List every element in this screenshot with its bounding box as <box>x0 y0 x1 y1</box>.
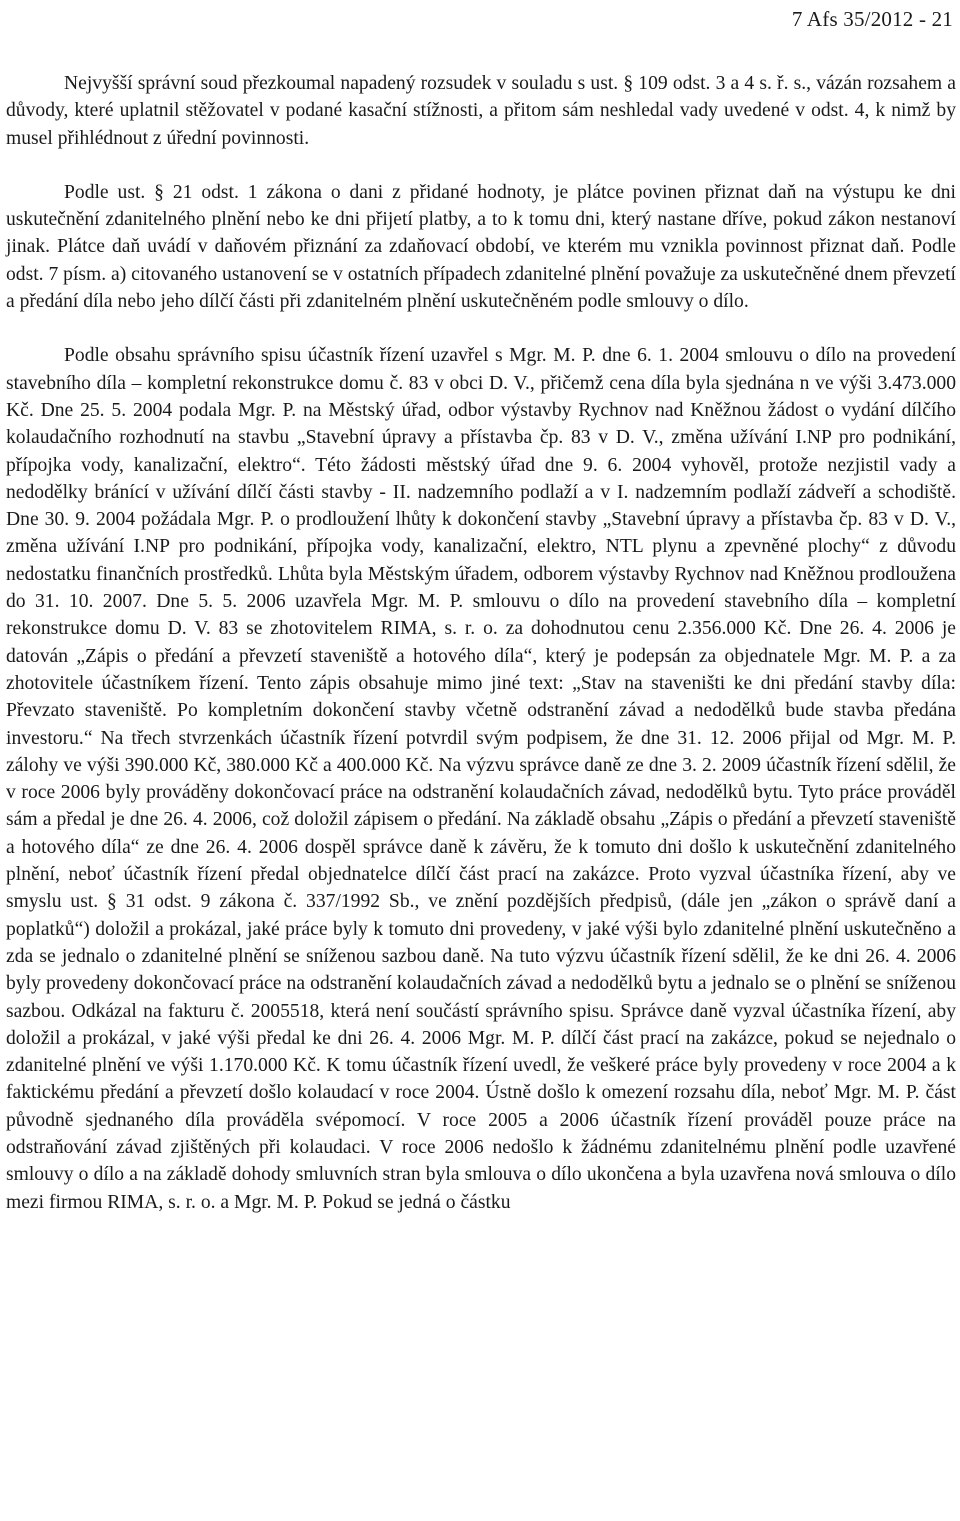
paragraph-case-facts: Podle obsahu správního spisu účastník řízení uzavřel s Mgr. M. P. dne 6. 1. 2004 smlouvu o dílo na provedení stavebního díla – kompletní rekonstrukce domu č. 83 v obci D. V., přičemž cena díla byla sjednána n ve výši 3.473.000 Kč. Dne 25. 5. 2004 podala Mgr. P. na Městský úřad, odbor výstavby Rychnov nad Kněžnou žádost o vydání dílčího kolaudačního rozhodnutí na stavbu „Stavební úpravy a přístavba čp. 83 v D. V., změna užívání I.NP pro podnikání, přípojka vody, kanalizační, elektro“. Této žádosti městský úřad dne 9. 6. 2004 vyhověl, protože nezjistil vady a nedodělky bránící v užívání dílčí části stavby - II. nadzemního podlaží a v I. nadzemním podlaží zádveří a schodiště. Dne 30. 9. 2004 požádala Mgr. P. o prodloužení lhůty k dokončení stavby „Stavební úpravy a přístavba čp. 83 v D. V., změna užívání I.NP pro podnikání, přípojka vody, kanalizační, elektro, NTL plynu a zpevněné plochy“ z důvodu nedostatku finančních prostředků. Lhůta byla Městským úřadem, odborem výstavby Rychnov nad Kněžnou prodloužena do 31. 10. 2007. Dne 5. 5. 2006 uzavřela Mgr. M. P. smlouvu o dílo na provedení stavebního díla – kompletní rekonstrukce domu D. V. 83 se zhotovitelem RIMA, s. r. o. za dohodnutou cenu 2.356.000 Kč. Dne 26. 4. 2006 je datován „Zápis o předání a převzetí staveniště a hotového díla“, který je podepsán za objednatele Mgr. M. P. a za zhotovitele účastníkem řízení. Tento zápis obsahuje mimo jiné text: „Stav na staveništi ke dni předání stavby díla: Převzato staveniště. Po kompletním dokončení stavby včetně odstranění závad a nedodělků bude stavba předána investoru.“ Na třech stvrzenkách účastník řízení potvrdil svým podpisem, že dne 31. 12. 2006 přijal od Mgr. M. P. zálohy ve výši 390.000 Kč, 380.000 Kč a 400.000 Kč. Na výzvu správce daně ze dne 3. 2. 2009 účastník řízení sdělil, že v roce 2006 byly prováděny dokončovací práce na odstranění kolaudačních závad, nedodělků bytu. Tyto práce prováděl sám a předal je dne 26. 4. 2006, což doložil zápisem o předání. Na základě obsahu „Zápis o předání a převzetí staveniště a hotového díla“ ze dne 26. 4. 2006 dospěl správce daně k závěru, že k tomuto dni došlo k uskutečnění zdanitelného plnění, neboť účastník řízení předal objednatelce dílčí část prací na zakázce. Proto vyzval účastníka řízení, aby ve smyslu ust. § 31 odst. 9 zákona č. 337/1992 Sb., ve znění pozdějších předpisů, (dále jen „zákon o správě daní a poplatků“) doložil a prokázal, jaké práce byly k tomuto dni provedeny, v jaké výši bylo zdanitelné plnění uskutečněno a zda se jednalo o zdanitelné plnění se sníženou sazbou daně. Na tuto výzvu účastník řízení sdělil, že ke dni 26. 4. 2006 byly provedeny dokončovací práce na odstranění kolaudačních závad a nedodělků bytu a jednalo se o plnění se sníženou sazbou. Odkázal na fakturu č. 2005518, která není součástí správního spisu. Správce daně vyzval účastníka řízení, aby doložil a prokázal, v jaké výši předal ke dni 26. 4. 2006 Mgr. M. P. dílčí část prací na zakázce, pokud se nejednalo o zdanitelné plnění ve výši 1.170.000 Kč. K tomu účastník řízení uvedl, že veškeré práce byly provedeny v roce 2004 a k faktickému předání a převzetí došlo kolaudací v roce 2004. Ústně došlo k omezení rozsahu díla, neboť Mgr. M. P. část původně sjednaného díla prováděla svépomocí. V roce 2005 a 2006 účastník řízení prováděl pouze práce na odstraňování závad zjištěných při kolaudaci. V roce 2006 nedošlo k žádnému zdanitelnému plnění podle uzavřené smlouvy o dílo a na základě dohody smluvních stran byla smlouva o dílo ukončena a byla uzavřena nová smlouva o dílo mezi firmou RIMA, s. r. o. a Mgr. M. P. Pokud se jedná o částku <box>6 345 956 1213</box>
document-body <box>6 70 956 1216</box>
case-number-header: 7 Afs 35/2012 - 21 <box>791 7 953 31</box>
paragraph-vat-law: Podle ust. § 21 odst. 1 zákona o dani z přidané hodnoty, je plátce povinen přiznat daň na výstupu ke dni uskutečnění zdanitelného plnění nebo ke dni přijetí platby, a to k tomu dni, který nastane dříve, pokud zákon nestanoví jinak. Plátce daň uvádí v daňovém přiznání za zdaňovací období, ve kterém mu vznikla povinnost přiznat daň. Podle odst. 7 písm. a) citovaného ustanovení se v ostatních případech zdanitelné plnění považuje za uskutečněné dnem převzetí a předání díla nebo jeho dílčí části při zdanitelném plnění uskutečněném podle smlouvy o dílo. <box>6 181 956 313</box>
paragraph-review-scope: Nejvyšší správní soud přezkoumal napadený rozsudek v souladu s ust. § 109 odst. 3 a 4 s. ř. s., vázán rozsahem a důvody, které uplatnil stěžovatel v podané kasační stížnosti, a přitom sám neshledal vady uvedené v odst. 4, k nimž by musel přihlédnout z úřední povinnosti. <box>6 73 956 149</box>
